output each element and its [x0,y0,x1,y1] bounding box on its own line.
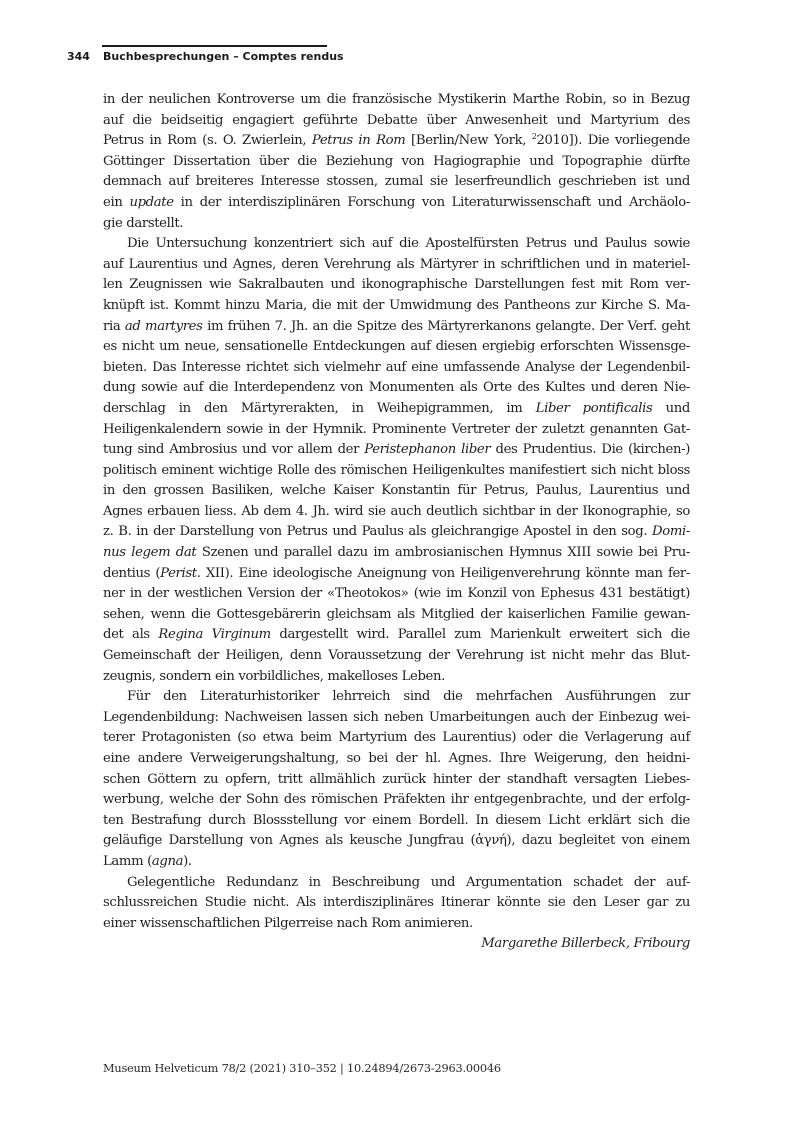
text-line: gie darstellt. [103,215,184,231]
text-line: knüpft ist. Kommt hinzu Maria, die mit der Umwidmung des Pantheons zur Kirche S. Ma- [103,297,690,313]
text-line: in den grossen Basiliken, welche Kaiser Konstantin für Petrus, Paulus, Laurentius und [103,483,690,499]
text-line: schen Göttern zu opfern, tritt allmählich zurück hinter der standhaft versagten Liebes- [103,771,690,787]
text-line: geläufige Darstellung von Agnes als keusche Jungfrau (ἁγνή), dazu begleitet von einem [103,833,690,849]
text-line: Die Untersuchung konzentriert sich auf die Apostelfürsten Petrus und Paulus sowie [127,236,690,252]
text-line: det als Regina Virginum dargestellt wird. Parallel zum Marienkult erweitert sich die [103,627,690,643]
text-line: schlussreichen Studie nicht. Als interdisziplinäres Itinerar könnte sie den Leser gar zu [103,895,690,911]
text-line: einer wissenschaftlichen Pilgerreise nach Rom animieren. [103,915,473,931]
text-line: Legendenbildung: Nachweisen lassen sich neben Umarbeitungen auch der Einbezug wei- [103,709,690,725]
text-line: dentius (Perist. XII). Eine ideologische Aneignung von Heiligenverehrung könnte man fer- [103,565,690,581]
text-line: dung sowie auf die Interdependenz von Monumenten als Orte des Kultes und deren Nie- [103,380,690,396]
text-line: ein update in der interdisziplinären Forschung von Literaturwissenschaft und Archäolo- [103,194,690,210]
text-line: Gemeinschaft der Heiligen, denn Voraussetzung der Verehrung ist nicht mehr das Blut- [103,648,690,664]
text-line: derschlag in den Märtyrerakten, in Weihepigrammen, im Liber pontificalis und [103,400,690,416]
text-line: zeugnis, sondern ein vorbildliches, makelloses Leben. [103,668,445,684]
text-line: eine andere Verweigerungshaltung, so bei der hl. Agnes. Ihre Weigerung, den heidni- [103,751,690,766]
edition-superscript: 2 [531,132,537,142]
text-line: z. B. in der Darstellung von Petrus und Paulus als gleichrangige Apostel in den sog. Domi- [103,524,690,540]
text-line: es nicht um neue, sensationelle Entdeckungen auf diesen ergiebig erforschten Wissensge- [103,339,690,355]
text-line: Für den Literaturhistoriker lehrreich sind die mehrfachen Ausführungen zur [127,689,690,705]
text-line: ria ad martyres im frühen 7. Jh. an die Spitze des Märtyrerkanons gelangte. Der Verf. geht [103,318,690,334]
italic-title: Petrus in Rom [311,133,406,149]
text-line: Heiligenkalendern sowie in der Hymnik. Prominente Vertreter der zuletzt genannten Gat- [103,421,690,437]
text-line: ner in der westlichen Version der «Theotokos» (wie im Konzil von Ephesus 431 bestätigt) [103,586,690,602]
page-number: 344 [67,50,90,63]
journal-citation: Museum Helveticum 78/2 (2021) 310–352 | 10.24894/2673-2963.00046 [103,1062,501,1075]
review-body [103,90,690,955]
text-line: ten Bestrafung durch Blossstellung vor einem Bordell. In diesem Licht erklärt sich die [103,812,690,828]
reviewer-signature: Margarethe Billerbeck, Fribourg [481,936,690,952]
text-line: bieten. Das Interesse richtet sich vielmehr auf eine umfassende Analyse der Legendenbil- [103,359,690,375]
text-line: in der neulichen Kontroverse um die französische Mystikerin Marthe Robin, so in Bezug [103,92,690,107]
text-line: sehen, wenn die Gottesgebärerin gleichsam als Mitglied der kaiserlichen Familie gewan- [103,606,690,622]
section-title: Buchbesprechungen – Comptes rendus [103,50,344,63]
text-line: demnach auf breiteres Interesse stossen, zumal sie leserfreundlich geschrieben ist und [103,174,690,190]
text-line: werbung, welche der Sohn des römischen Präfekten ihr entgegenbrachte, und der erfolg- [103,792,690,808]
text-line: terer Protagonisten (so etwa beim Martyrium des Laurentius) oder die Verlagerung auf [103,730,690,746]
text-line: Lamm (agna). [103,853,192,869]
text-line: politisch eminent wichtige Rolle des römischen Heiligenkultes manifestiert sich nicht bloss [103,462,690,478]
text-line: auf Laurentius und Agnes, deren Verehrung als Märtyrer in schriftlichen und in materiel- [103,256,690,272]
text-line: Gelegentliche Redundanz in Beschreibung und Argumentation schadet der auf- [127,874,690,890]
text-line: Göttinger Dissertation über die Beziehung von Hagiographie und Topographie dürfte [103,153,690,169]
text-line: len Zeugnissen wie Sakralbauten und ikonographische Darstellungen fest mit Rom ver- [103,277,690,293]
header-rule [102,45,327,47]
text-line: auf die beidseitig engagiert geführte Debatte über Anwesenheit und Martyrium des [103,112,690,128]
text-line: nus legem dat Szenen und parallel dazu im ambrosianischen Hymnus XIII sowie bei Pru- [103,545,691,561]
text-line: tung sind Ambrosius und vor allem der Peristephanon liber des Prudentius. Die (kirchen-) [103,442,690,458]
text-line: Petrus in Rom (s. O. Zwierlein, Petrus in Rom [Berlin/New York, $^2$2010]). Die vorliegende [103,132,690,149]
text-line: Agnes erbauen liess. Ab dem 4. Jh. wird sie auch deutlich sichtbar in der Ikonographie, so [103,503,690,519]
